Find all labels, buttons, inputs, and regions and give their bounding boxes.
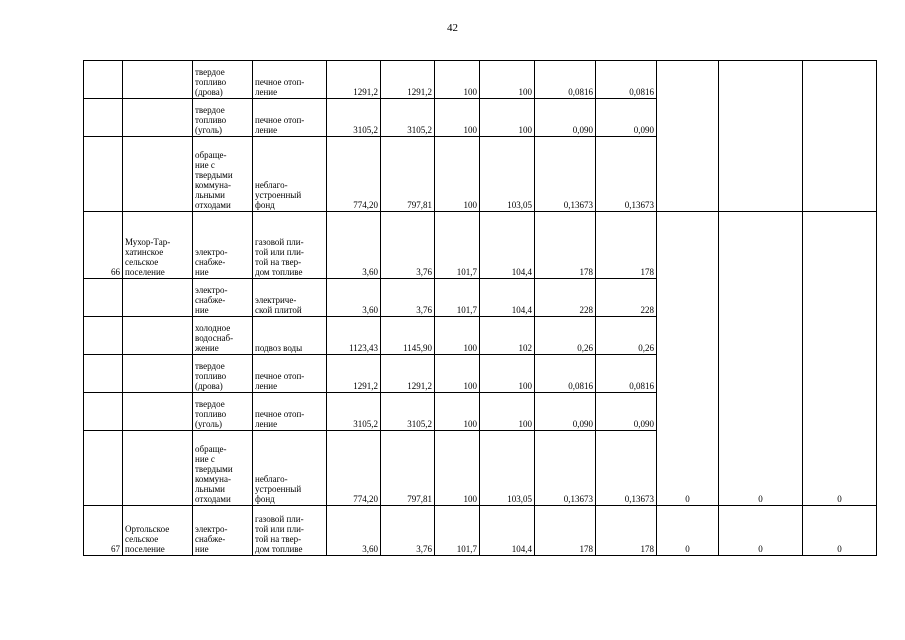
value-cell: 104,4 (480, 506, 535, 556)
value-cell: 100 (435, 61, 480, 99)
value-cell: 100 (480, 99, 535, 137)
value-cell: 0,26 (535, 317, 596, 355)
value-cell: 178 (535, 506, 596, 556)
settlement-text: Мухор-Тар- хатинское сельское поселение (125, 237, 171, 277)
service-cell (193, 137, 253, 212)
consumption-type-cell (253, 393, 327, 431)
value-cell: 101,7 (435, 212, 480, 279)
value-cell: 797,81 (381, 137, 435, 212)
value-cell: 102 (480, 317, 535, 355)
row-number-cell (84, 137, 123, 212)
value-cell: 3,60 (327, 212, 381, 279)
value-cell: 100 (435, 431, 480, 506)
settlement-cell (123, 506, 193, 556)
value-cell: 3,76 (381, 279, 435, 317)
value-cell: 101,7 (435, 279, 480, 317)
tariff-table (83, 60, 877, 556)
value-cell: 104,4 (480, 279, 535, 317)
value-cell: 100 (480, 393, 535, 431)
value-cell: 0,090 (535, 99, 596, 137)
consumption-type-cell (253, 355, 327, 393)
value-cell: 0,13673 (535, 137, 596, 212)
consumption-type-text: неблаго- устроенный фонд (255, 180, 302, 210)
service-text: твердое топливо (уголь) (195, 399, 227, 429)
consumption-type-text: печное отоп- ление (255, 77, 305, 97)
consumption-type-cell (253, 99, 327, 137)
consumption-type-cell (253, 317, 327, 355)
value-cell: 1291,2 (381, 61, 435, 99)
merged-value-cell: 0 (657, 506, 719, 556)
value-cell: 1145,90 (381, 317, 435, 355)
row-number-cell (84, 61, 123, 99)
extra-cell (657, 61, 719, 212)
value-cell: 3105,2 (327, 99, 381, 137)
consumption-type-cell (253, 61, 327, 99)
value-cell: 1291,2 (381, 355, 435, 393)
settlement-cell (123, 431, 193, 506)
value-cell: 774,20 (327, 431, 381, 506)
value-cell: 103,05 (480, 431, 535, 506)
merged-value-cell: 0 (803, 212, 877, 506)
service-text: обраще- ние с твердыми коммуна- льными отходами (195, 444, 233, 504)
value-cell: 0,13673 (596, 137, 657, 212)
service-text: холодное водоснаб- жение (195, 323, 234, 353)
settlement-cell (123, 212, 193, 279)
value-cell: 178 (596, 506, 657, 556)
value-cell: 0,090 (596, 393, 657, 431)
merged-value-cell: 0 (657, 212, 719, 506)
service-cell (193, 431, 253, 506)
settlement-text: Ортольское сельское поселение (125, 524, 170, 554)
extra-cell (803, 61, 877, 212)
service-cell (193, 212, 253, 279)
consumption-type-text: подвоз воды (255, 343, 303, 353)
value-cell: 1291,2 (327, 355, 381, 393)
row-number-cell: 66 (84, 212, 123, 279)
extra-cell (719, 61, 803, 212)
value-cell: 100 (435, 137, 480, 212)
value-cell: 0,0816 (596, 61, 657, 99)
value-cell: 228 (596, 279, 657, 317)
value-cell: 100 (480, 61, 535, 99)
value-cell: 100 (435, 393, 480, 431)
service-text: электро- снабже- ние (195, 247, 228, 277)
service-cell (193, 506, 253, 556)
value-cell: 0,090 (535, 393, 596, 431)
value-cell: 101,7 (435, 506, 480, 556)
value-cell: 0,13673 (535, 431, 596, 506)
value-cell: 100 (435, 355, 480, 393)
value-cell: 0,26 (596, 317, 657, 355)
table-row (84, 212, 877, 279)
service-cell (193, 393, 253, 431)
page-number: 42 (447, 22, 458, 34)
service-text: твердое топливо (дрова) (195, 67, 227, 97)
consumption-type-cell (253, 137, 327, 212)
merged-value-cell: 0 (719, 506, 803, 556)
row-number-cell: 67 (84, 506, 123, 556)
value-cell: 774,20 (327, 137, 381, 212)
row-number-cell (84, 393, 123, 431)
merged-value-cell: 0 (803, 506, 877, 556)
settlement-cell (123, 355, 193, 393)
value-cell: 178 (535, 212, 596, 279)
row-number-cell (84, 99, 123, 137)
consumption-type-cell (253, 279, 327, 317)
value-cell: 3,60 (327, 506, 381, 556)
value-cell: 228 (535, 279, 596, 317)
row-number-cell (84, 431, 123, 506)
settlement-cell (123, 317, 193, 355)
service-text: электро- снабже- ние (195, 524, 228, 554)
merged-value-cell: 0 (719, 212, 803, 506)
value-cell: 3105,2 (381, 393, 435, 431)
settlement-cell (123, 61, 193, 99)
consumption-type-text: газовой пли- той или пли- той на твер- дом топливе (255, 514, 304, 554)
value-cell: 797,81 (381, 431, 435, 506)
consumption-type-cell (253, 431, 327, 506)
service-cell (193, 61, 253, 99)
value-cell: 1291,2 (327, 61, 381, 99)
service-text: электро- снабже- ние (195, 285, 228, 315)
consumption-type-cell (253, 212, 327, 279)
value-cell: 103,05 (480, 137, 535, 212)
value-cell: 3,76 (381, 506, 435, 556)
consumption-type-text: печное отоп- ление (255, 371, 305, 391)
value-cell: 1123,43 (327, 317, 381, 355)
settlement-cell (123, 99, 193, 137)
service-text: твердое топливо (дрова) (195, 361, 227, 391)
value-cell: 0,0816 (535, 355, 596, 393)
row-number-cell (84, 317, 123, 355)
value-cell: 0,090 (596, 99, 657, 137)
value-cell: 0,0816 (535, 61, 596, 99)
settlement-cell (123, 137, 193, 212)
value-cell: 3,76 (381, 212, 435, 279)
service-cell (193, 99, 253, 137)
service-cell (193, 355, 253, 393)
table-row (84, 506, 877, 556)
value-cell: 3105,2 (327, 393, 381, 431)
consumption-type-cell (253, 506, 327, 556)
value-cell: 3105,2 (381, 99, 435, 137)
value-cell: 0,0816 (596, 355, 657, 393)
table-row (84, 61, 877, 99)
value-cell: 0,13673 (596, 431, 657, 506)
service-cell (193, 317, 253, 355)
settlement-cell (123, 393, 193, 431)
service-cell (193, 279, 253, 317)
consumption-type-text: электриче- ской плитой (255, 295, 302, 315)
value-cell: 100 (435, 99, 480, 137)
service-text: твердое топливо (уголь) (195, 105, 227, 135)
value-cell: 100 (435, 317, 480, 355)
consumption-type-text: печное отоп- ление (255, 115, 305, 135)
consumption-type-text: газовой пли- той или пли- той на твер- дом топливе (255, 237, 304, 277)
value-cell: 3,60 (327, 279, 381, 317)
value-cell: 100 (480, 355, 535, 393)
settlement-cell (123, 279, 193, 317)
value-cell: 178 (596, 212, 657, 279)
service-text: обраще- ние с твердыми коммуна- льными отходами (195, 150, 233, 210)
consumption-type-text: печное отоп- ление (255, 409, 305, 429)
row-number-cell (84, 355, 123, 393)
row-number-cell (84, 279, 123, 317)
value-cell: 104,4 (480, 212, 535, 279)
consumption-type-text: неблаго- устроенный фонд (255, 474, 302, 504)
